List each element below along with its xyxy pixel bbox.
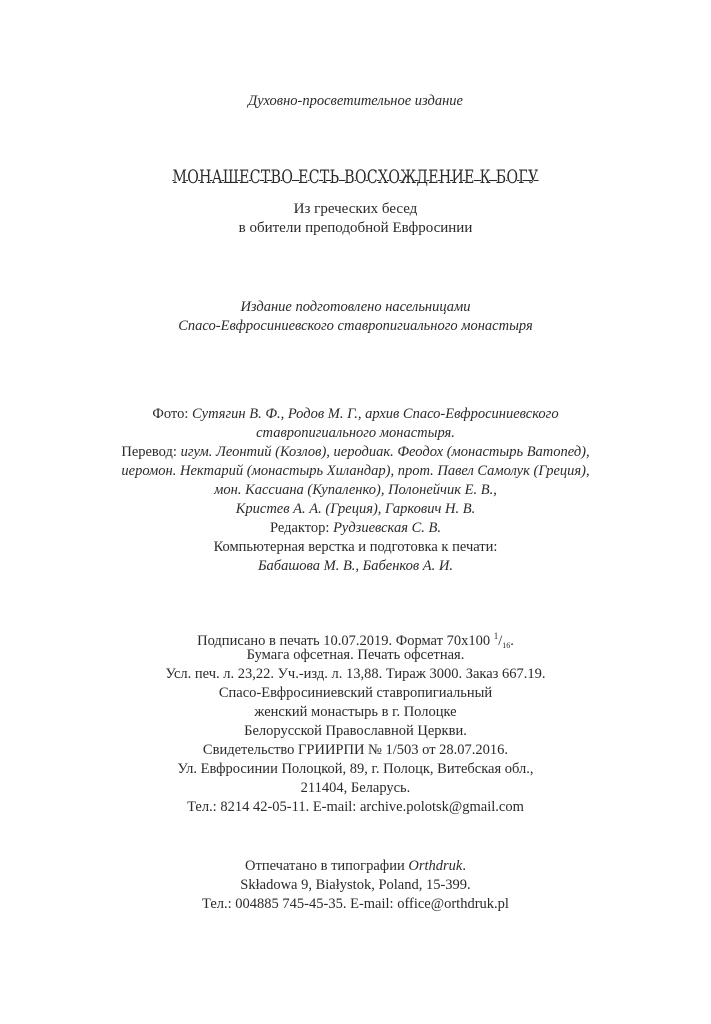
printer-name: Orthdruk xyxy=(408,858,463,874)
translation-names-1: игум. Леонтий (Козлов), иеродиак. Феодох (монастырь Ватопед), xyxy=(180,444,590,460)
editor-name: Рудзиевская С. В. xyxy=(333,520,441,536)
photo-credit-line-1 xyxy=(0,405,711,424)
certificate-line: Свидетельство ГРИИРПИ № 1/503 от 28.07.2016. xyxy=(202,742,509,758)
publisher-line-2: женский монастырь в г. Полоцке xyxy=(254,704,457,720)
format-numerator: 1 xyxy=(493,631,499,641)
printed-by-line xyxy=(0,857,711,876)
publisher-line-1: Спасо-Евфросиниевский ставропигиальный xyxy=(218,685,493,701)
printer-address: Składowa 9, Białystok, Poland, 15-399. xyxy=(240,877,471,893)
format-denominator: 16 xyxy=(502,641,511,650)
subtitle-line-1: Из греческих бесед xyxy=(293,201,418,217)
translation-line-3: мон. Кассиана (Купаленко), Полонейчик Е. В., xyxy=(214,482,497,498)
translation-line-1 xyxy=(0,443,711,462)
translation-line-2: иеромон. Нектарий (монастырь Хиландар), прот. Павел Самолук (Греция), xyxy=(121,463,590,479)
edition-type: Духовно-просветительное издание xyxy=(248,93,463,109)
publisher-line-3: Белорусской Православной Церкви. xyxy=(244,723,467,739)
signed-text: Подписано в печать 10.07.2019. Формат 70х100 xyxy=(197,633,491,649)
book-title: МОНАШЕСТВО ЕСТЬ ВОСХОЖДЕНИЕ К БОГУ xyxy=(172,166,539,188)
publisher-contact: Тел.: 8214 42-05-11. E-mail: archive.polotsk@gmail.com xyxy=(187,799,524,815)
subtitle-line-2: в обители преподобной Евфросинии xyxy=(238,220,473,236)
paper-line: Бумага офсетная. Печать офсетная. xyxy=(246,647,465,663)
photo-names: Сутягин В. Ф., Родов М. Г., архив Спасо-Евфросиниевского xyxy=(191,406,559,422)
layout-label: Компьютерная верстка и подготовка к печати: xyxy=(213,539,498,555)
format-end: . xyxy=(510,633,514,649)
editor-line xyxy=(0,519,711,538)
photo-label: Фото: xyxy=(152,406,189,422)
prepared-line-1: Издание подготовлено насельницами xyxy=(240,299,471,315)
printer-contact: Тел.: 004885 745-45-35. E-mail: office@orthdruk.pl xyxy=(202,896,509,912)
photo-credit-line-2: ставропигиального монастыря. xyxy=(256,425,455,441)
layout-names: Бабашова М. В., Бабенков А. И. xyxy=(258,558,453,574)
printed-prefix: Отпечатано в типографии xyxy=(245,858,405,874)
signed-format-line: Подписано в печать 10.07.2019. Формат 70х100 $^1/_{16}$. xyxy=(197,631,514,650)
address-line-1: Ул. Евфросинии Полоцкой, 89, г. Полоцк, Витебская обл., xyxy=(177,761,534,777)
prepared-line-2: Спасо-Евфросиниевского ставропигиального монастыря xyxy=(178,318,533,334)
translation-line-4: Кристев А. А. (Греция), Гаркович Н. В. xyxy=(235,501,476,517)
sheets-line: Усл. печ. л. 23,22. Уч.-изд. л. 13,88. Тираж 3000. Заказ 667.19. xyxy=(165,666,546,682)
address-line-2: 211404, Беларусь. xyxy=(300,780,411,796)
editor-label: Редактор: xyxy=(269,520,330,536)
translation-label: Перевод: xyxy=(121,444,177,460)
printed-end: . xyxy=(462,858,466,874)
